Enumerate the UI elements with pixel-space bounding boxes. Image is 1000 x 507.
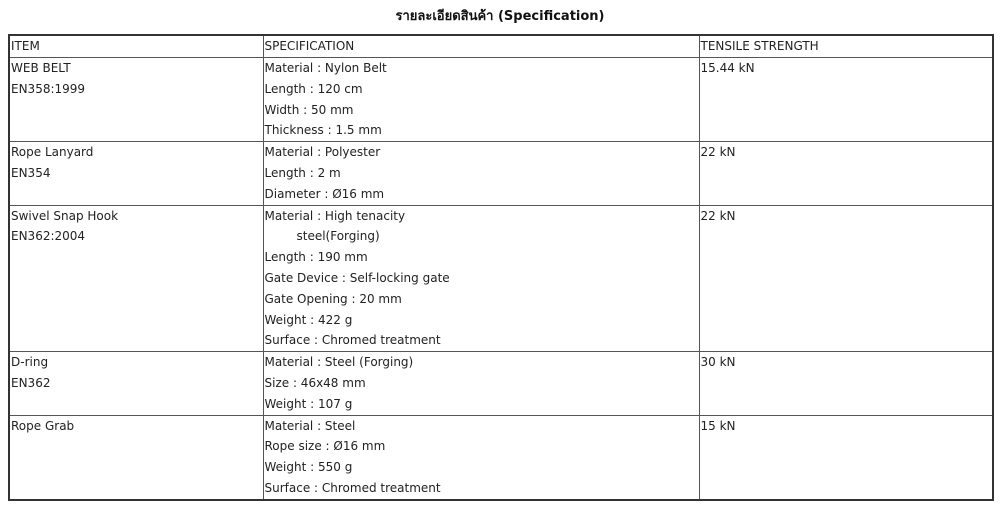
spec-line: Size : 46x48 mm: [264, 375, 366, 390]
spec-line: Gate Device : Self-locking gate: [264, 270, 450, 285]
spec-cell: [263, 415, 699, 500]
header-item: ITEM: [9, 35, 263, 58]
header-specification: SPECIFICATION: [263, 35, 699, 58]
table-row: [9, 415, 993, 500]
spec-line-continuation: steel(Forging): [296, 229, 380, 244]
spec-line: Width : 50 mm: [264, 102, 354, 117]
table-header-row: [9, 35, 993, 58]
spec-cell: [263, 352, 699, 415]
spec-line: Length : 190 mm: [264, 250, 368, 265]
item-cell: [9, 415, 263, 500]
spec-line: Rope size : Ø16 mm: [264, 439, 386, 454]
spec-cell: [263, 205, 699, 352]
spec-line: Weight : 550 g: [264, 460, 353, 475]
item-standard: EN358:1999: [11, 81, 86, 96]
item-cell: [9, 205, 263, 352]
table-row: [9, 352, 993, 415]
table-row: [9, 142, 993, 205]
page-title: รายละเอียดสินค้า (Specification): [395, 9, 605, 24]
strength-cell: 15.44 kN: [699, 58, 993, 142]
spec-line: Surface : Chromed treatment: [264, 480, 441, 495]
spec-cell: [263, 142, 699, 205]
strength-cell: 30 kN: [699, 352, 993, 415]
item-name: Swivel Snap Hook: [11, 208, 119, 223]
spec-line: Material : Steel (Forging): [264, 355, 414, 370]
item-name: Rope Grab: [11, 418, 75, 433]
item-standard: EN362:2004: [11, 229, 86, 244]
strength-cell: 15 kN: [699, 415, 993, 500]
table-row: [9, 58, 993, 142]
spec-cell: [263, 58, 699, 142]
spec-line: Material : High tenacity: [264, 208, 406, 223]
spec-line: Length : 120 cm: [264, 81, 363, 96]
spec-line: Material : Nylon Belt: [264, 61, 387, 75]
spec-line: Thickness : 1.5 mm: [264, 123, 382, 138]
item-cell: [9, 58, 263, 142]
table-row: [9, 205, 993, 352]
header-tensile-strength: TENSILE STRENGTH: [699, 35, 993, 58]
specification-table: [8, 34, 994, 501]
spec-line: Gate Opening : 20 mm: [264, 291, 402, 306]
item-name: D-ring: [11, 355, 49, 370]
spec-line: Material : Steel: [264, 418, 356, 433]
strength-cell: 22 kN: [699, 205, 993, 352]
spec-line: Length : 2 m: [264, 165, 341, 180]
item-standard: EN362: [11, 375, 51, 390]
item-name: WEB BELT: [11, 61, 71, 75]
item-standard: EN354: [11, 165, 51, 180]
item-cell: [9, 352, 263, 415]
strength-cell: 22 kN: [699, 142, 993, 205]
item-name: Rope Lanyard: [11, 145, 94, 160]
spec-line: Material : Polyester: [264, 145, 381, 160]
item-cell: [9, 142, 263, 205]
spec-line: Weight : 107 g: [264, 396, 353, 411]
spec-line: Surface : Chromed treatment: [264, 333, 441, 348]
spec-line: Weight : 422 g: [264, 312, 353, 327]
spec-line: Diameter : Ø16 mm: [264, 186, 385, 201]
